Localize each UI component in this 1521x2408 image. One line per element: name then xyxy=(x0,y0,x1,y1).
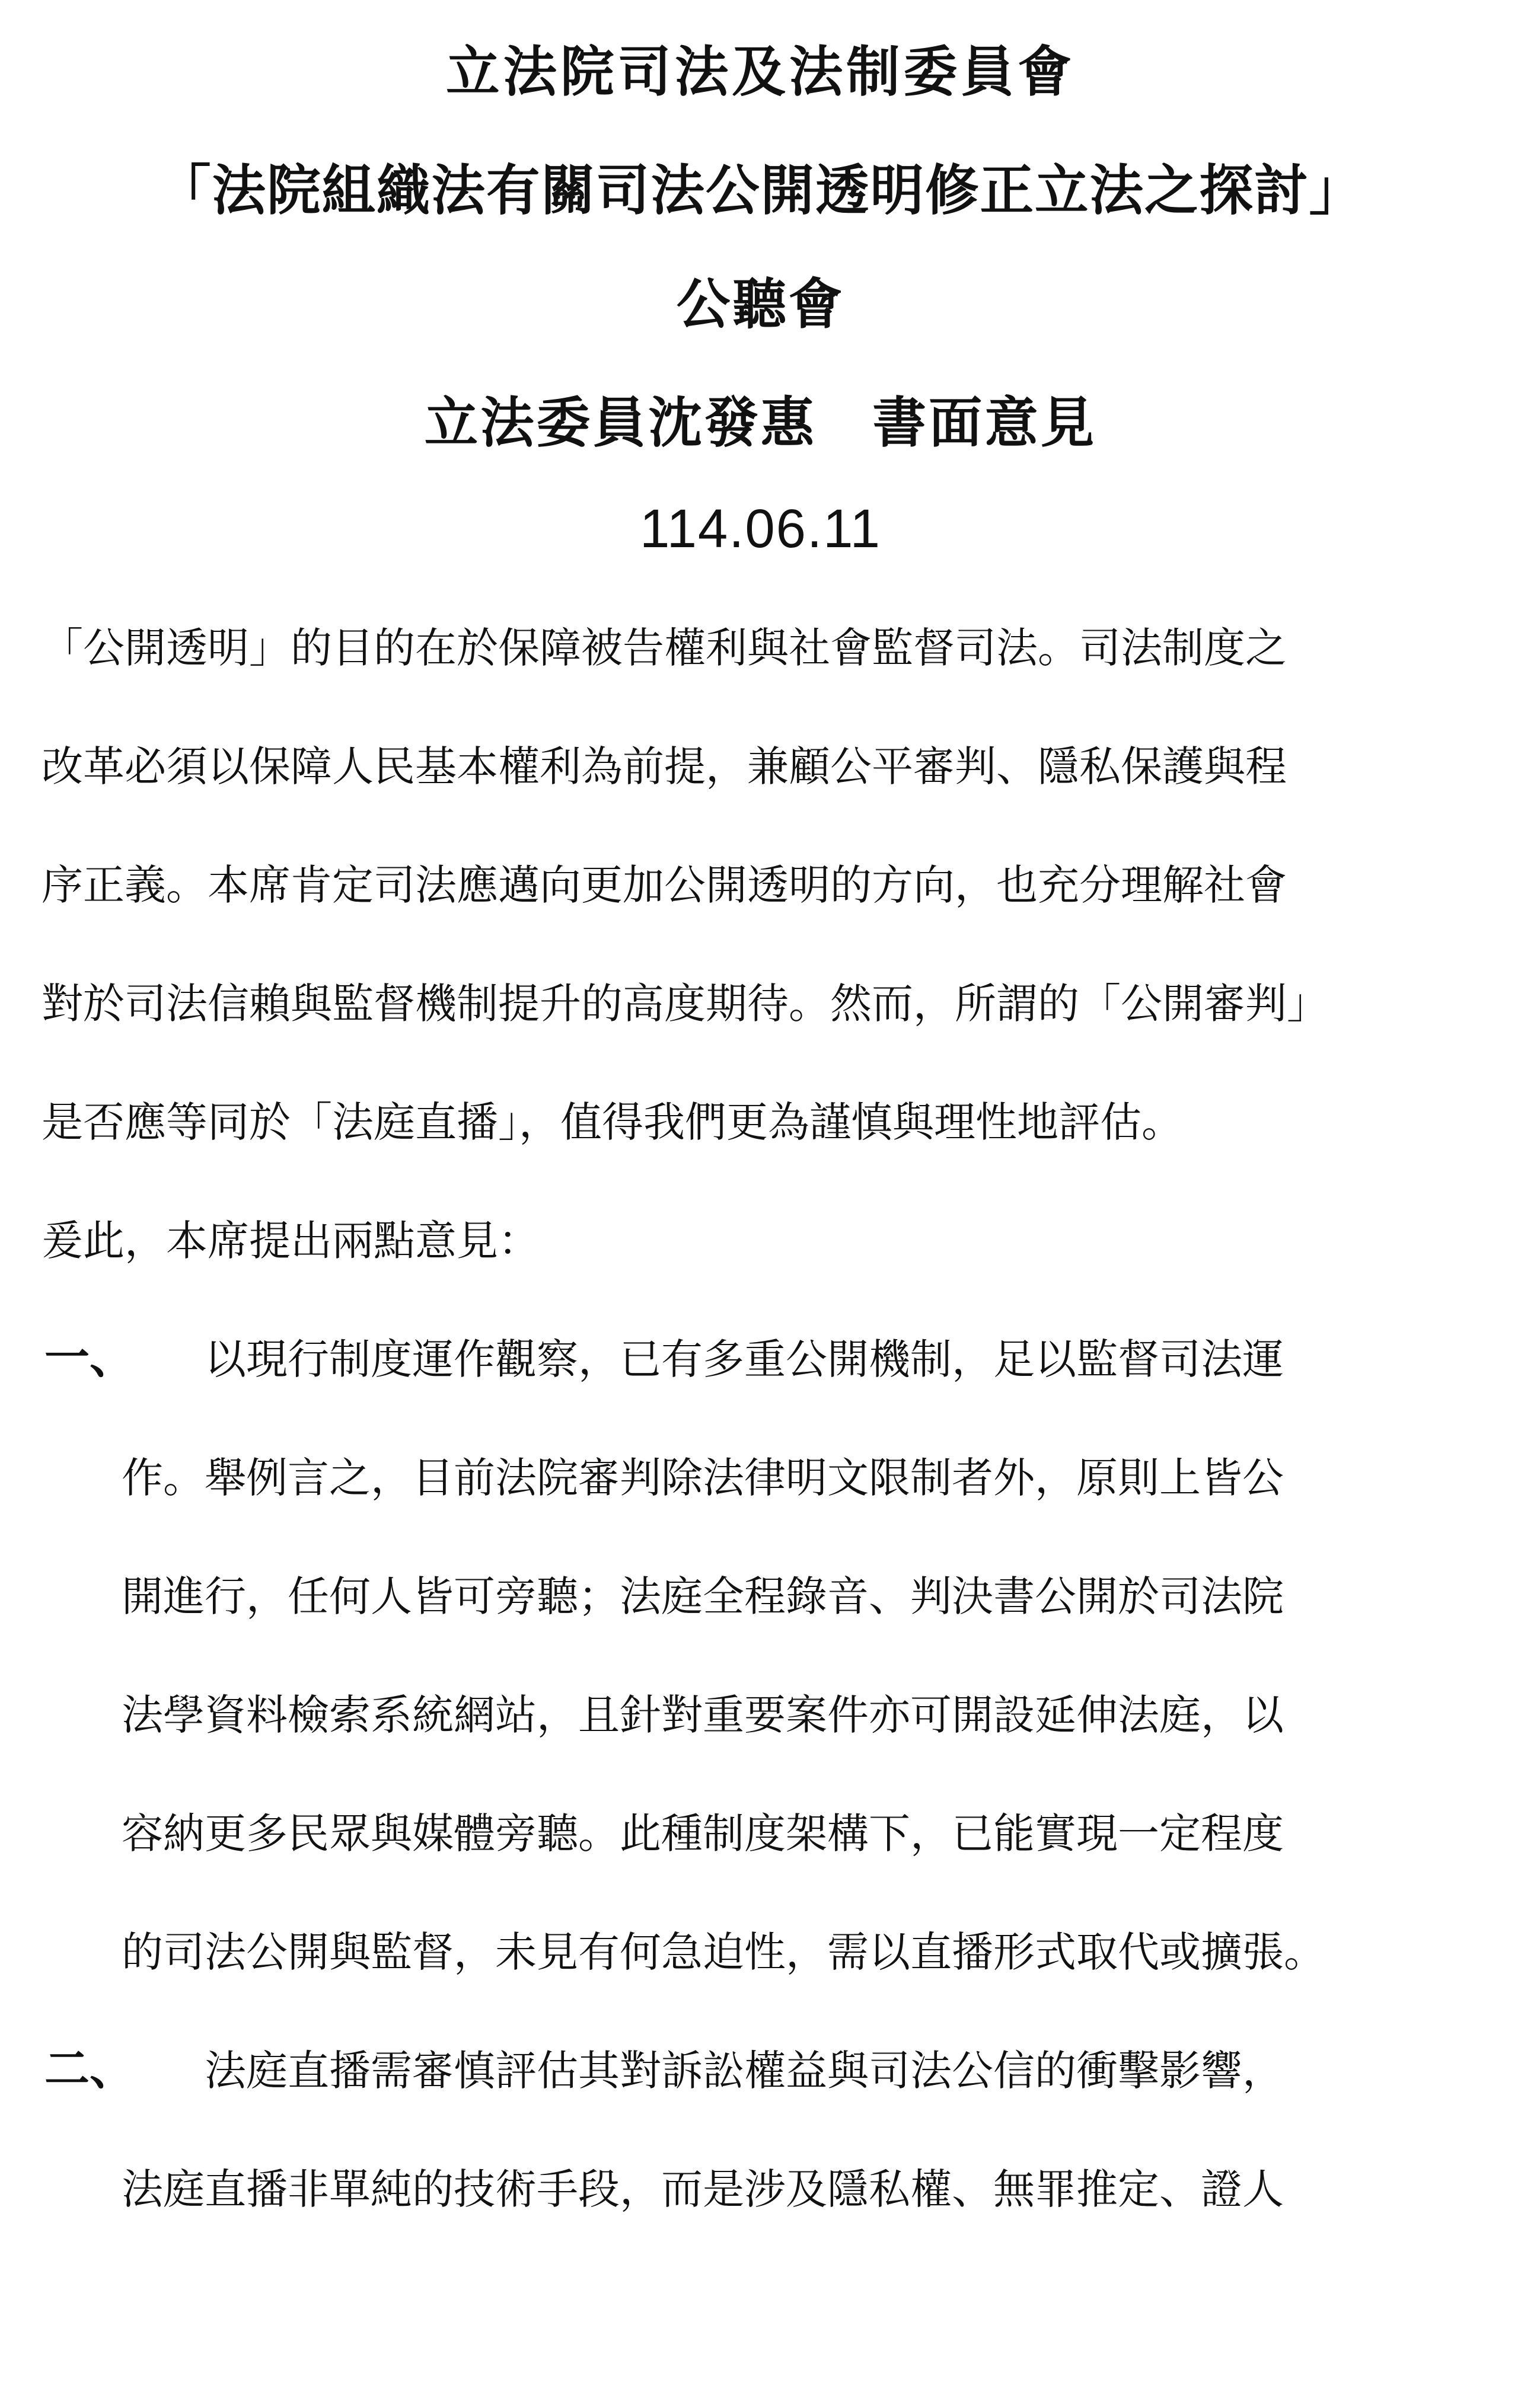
point-two-marker: 二、 xyxy=(44,2042,135,2095)
point-two-first-line: 法庭直播需審慎評估其對訴訟權益與司法公信的衝擊影響， xyxy=(205,2046,1284,2095)
hearing-topic-title: 「法院組織法有關司法公開透明修正立法之探討」 xyxy=(157,158,1364,222)
intro-line: 是否應等同於「法庭直播」，值得我們更為謹慎與理性地評估。 xyxy=(42,1098,1183,1146)
intro-line: 「公開透明」的目的在於保障被告權利與社會監督司法。司法制度之 xyxy=(42,624,1287,672)
intro-line: 序正義。本席肯定司法應邁向更加公開透明的方向，也充分理解社會 xyxy=(42,861,1287,909)
committee-title: 立法院司法及法制委員會 xyxy=(446,40,1075,104)
point-one-line: 的司法公開與監督，未見有何急迫性，需以直播形式取代或擴張。 xyxy=(122,1928,1325,1976)
intro-line: 改革必須以保障人民基本權利為前提，兼顧公平審判、隱私保護與程 xyxy=(42,742,1287,791)
point-one-first-line: 以現行制度運作觀察，已有多重公開機制，足以監督司法運 xyxy=(205,1335,1284,1384)
point-one-marker: 一、 xyxy=(44,1331,135,1384)
point-one-line: 容納更多民眾與媒體旁聽。此種制度架構下，已能實現一定程度 xyxy=(122,1809,1284,1858)
point-one-line: 開進行，任何人皆可旁聽；法庭全程錄音、判決書公開於司法院 xyxy=(122,1572,1284,1621)
point-two-line: 法庭直播非單純的技術手段，而是涉及隱私權、無罪推定、證人 xyxy=(122,2165,1284,2214)
intro-line: 對於司法信賴與監督機制提升的高度期待。然而，所謂的「公開審判」 xyxy=(42,979,1328,1028)
lead-in-line: 爰此，本席提出兩點意見： xyxy=(42,1216,540,1265)
document-date: 114.06.11 xyxy=(639,499,882,559)
point-one-line: 法學資料檢索系統網站，且針對重要案件亦可開設延伸法庭，以 xyxy=(122,1691,1284,1739)
author-opinion-title: 立法委員沈發惠 書面意見 xyxy=(424,391,1097,455)
event-title: 公聽會 xyxy=(676,272,845,336)
point-one-line: 作。舉例言之，目前法院審判除法律明文限制者外，原則上皆公 xyxy=(122,1454,1284,1502)
